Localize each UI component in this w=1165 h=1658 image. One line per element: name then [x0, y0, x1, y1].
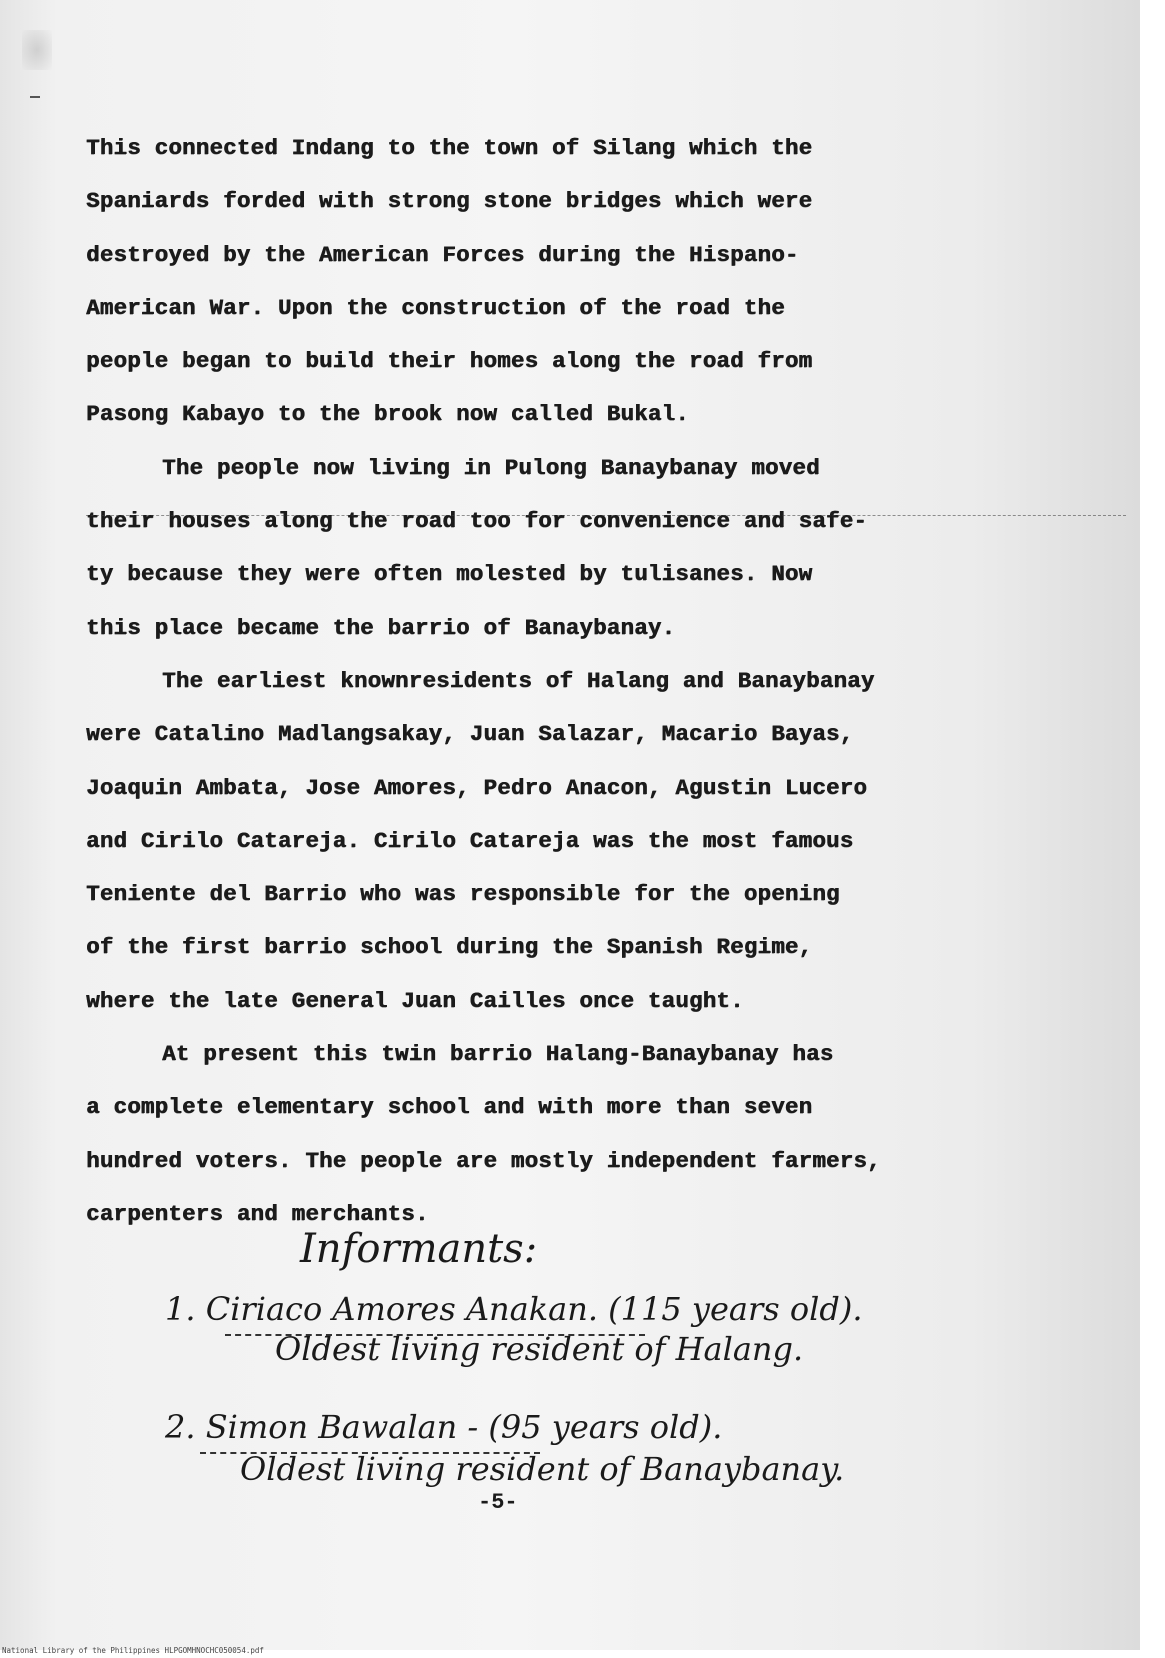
text-line: a complete elementary school and with more than seven — [86, 1094, 813, 1121]
text-line: where the late General Juan Cailles once taught. — [86, 987, 744, 1014]
bleed-through-rule — [86, 515, 1126, 516]
informant-1-name: 1. Ciriaco Amores Anakan. (115 years old). — [165, 1290, 863, 1328]
informant-2-note: Oldest living resident of Banaybanay. — [240, 1450, 845, 1488]
text-line: This connected Indang to the town of Silang which the — [86, 135, 813, 161]
text-line: were Catalino Madlangsakay, Juan Salazar, Macario Bayas, — [86, 721, 854, 748]
text-line: Teniente del Barrio who was responsible for the opening — [86, 881, 840, 908]
text-line: At present this twin barrio Halang-Banaybanay has — [162, 1041, 834, 1068]
text-line: carpenters and merchants. — [86, 1200, 429, 1227]
text-line: Spaniards forded with strong stone bridges which were — [86, 188, 813, 215]
text-line: of the first barrio school during the Spanish Regime, — [86, 934, 813, 961]
text-line: destroyed by the American Forces during the Hispano- — [86, 241, 799, 268]
text-line: hundred voters. The people are mostly independent farmers, — [86, 1147, 881, 1174]
text-line: The people now living in Pulong Banaybanay moved — [162, 454, 820, 481]
text-line: Joaquin Ambata, Jose Amores, Pedro Anacon, Agustin Lucero — [86, 774, 868, 801]
scan-margin — [1140, 0, 1165, 1658]
text-line: The earliest knownresidents of Halang and Banaybanay — [162, 667, 875, 694]
informant-2-name: 2. Simon Bawalan - (95 years old). — [165, 1408, 723, 1446]
informant-1-note: Oldest living resident of Halang. — [275, 1330, 804, 1368]
text-line: their houses along the road too for convenience and safe- — [86, 508, 868, 535]
informants-heading: Informants: — [300, 1226, 538, 1272]
page-number: -5- — [478, 1490, 518, 1515]
typed-body-text — [86, 122, 1066, 1241]
scan-smudge — [22, 30, 52, 70]
text-line: and Cirilo Catareja. Cirilo Catareja was the most famous — [86, 827, 854, 854]
text-line: Pasong Kabayo to the brook now called Bukal. — [86, 401, 689, 428]
text-line: people began to build their homes along the road from — [86, 348, 813, 375]
text-line: this place became the barrio of Banaybanay. — [86, 614, 676, 641]
scan-footer-credit: National Library of the Philippines HLPGOMHNOCHC050054.pdf — [2, 1646, 264, 1655]
text-line: American War. Upon the construction of the road the — [86, 294, 785, 321]
text-line: ty because they were often molested by tulisanes. Now — [86, 561, 813, 588]
scan-mark — [30, 96, 40, 98]
